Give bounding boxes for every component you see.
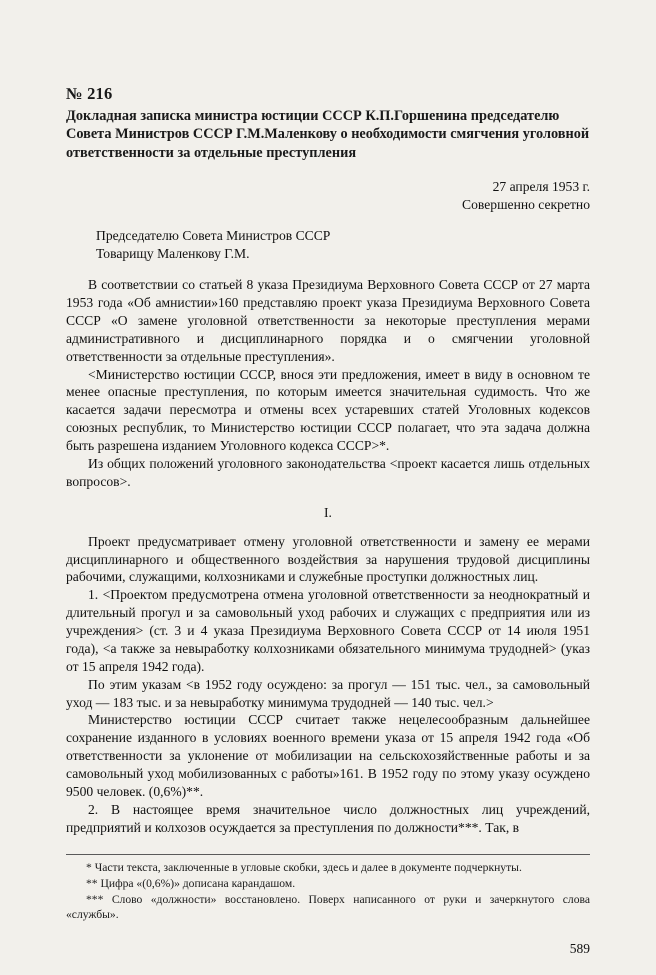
secrecy-label: Совершенно секретно	[462, 196, 590, 212]
footnote: * Части текста, заключенные в угловые скобки, здесь и далее в документе подчеркнуты.	[86, 860, 522, 874]
document-title: Докладная записка министра юстиции СССР К.П.Горшенина председателю Совета Министров СССР Г.М.Маленкову о необходимости смягчения уголовной ответственности за отдельные преступления	[66, 108, 590, 161]
footnote: ** Цифра «(0,6%)» дописана карандашом.	[86, 876, 296, 890]
page-number: 589	[569, 941, 590, 956]
paragraph: 2. В настоящее время значительное число должностных лиц учреждений, предприятий и колхозов осуждается за преступления по должности***. Так, в	[66, 801, 590, 835]
paragraph: Проект предусматривает отмену уголовной ответственности и замену ее мерами дисциплинарного и общественного воздействия за нарушения трудовой дисциплины рабочими, служащими, колхозниками и служебные проступки должностных лиц.	[66, 533, 590, 585]
paragraph: В соответствии со статьей 8 указа Президиума Верховного Совета СССР от 27 марта 1953 года «Об амнистии»160 представляю проект указа Президиума Верховного Совета СССР «О замене уголовной ответственности за некоторые преступления мерами административного и дисциплинарного порядка и о смягчении уголовной ответственности за отдельные преступления».	[66, 277, 590, 364]
addressee-line-2: Товарищу Маленкову Г.М.	[96, 245, 250, 261]
section-number: I.	[324, 504, 332, 520]
document-number: № 216	[66, 84, 113, 103]
document-date: 27 апреля 1953 г.	[492, 178, 590, 194]
paragraph: Из общих положений уголовного законодательства <проект касается лишь отдельных вопросов>.	[66, 455, 590, 489]
addressee-block	[96, 227, 590, 263]
footnotes-block	[66, 854, 590, 923]
paragraph: По этим указам <в 1952 году осуждено: за прогул — 151 тыс. чел., за самовольный уход — 183 тыс. и за невыработку минимума трудодней — 140 тыс. чел.>	[66, 676, 590, 710]
footnote: *** Слово «должности» восстановлено. Поверх написанного от руки и зачеркнутого слова «службы».	[66, 892, 590, 921]
paragraph: 1. <Проектом предусмотрена отмена уголовной ответственности за неоднократный и длительный прогул и за самовольный уход рабочих и служащих с предприятия или из учреждения> (ст. 3 и 4 указа Президиума Верховного Совета СССР от 14 июля 1951 года), <а также за невыработку колхозниками обязательного минимума трудодней> (указ от 15 апреля 1942 года).	[66, 587, 590, 674]
addressee-line-1: Председателю Совета Министров СССР	[96, 227, 331, 243]
date-block	[66, 178, 590, 214]
paragraph: <Министерство юстиции СССР, внося эти предложения, имеет в виду в основном те менее опасные преступления, по которым имеется значительная судимость. Что же касается задачи пересмотра и отмены всех устаревших статей Уголовных кодексов союзных республик, то Министерство юстиции СССР полагает, что эта задача должна быть разрешена изданием Уголовного кодекса СССР>*.	[66, 366, 590, 454]
paragraph: Министерство юстиции СССР считает также нецелесообразным дальнейшее сохранение изданного в условиях военного времени указа от 15 апреля 1942 года «Об ответственности за уклонение от мобилизации на сельскохозяйственные работы и за самовольный уход мобилизованных с работы»161. В 1952 году по этому указу осуждено 9500 человек. (0,6%)**.	[66, 712, 590, 799]
